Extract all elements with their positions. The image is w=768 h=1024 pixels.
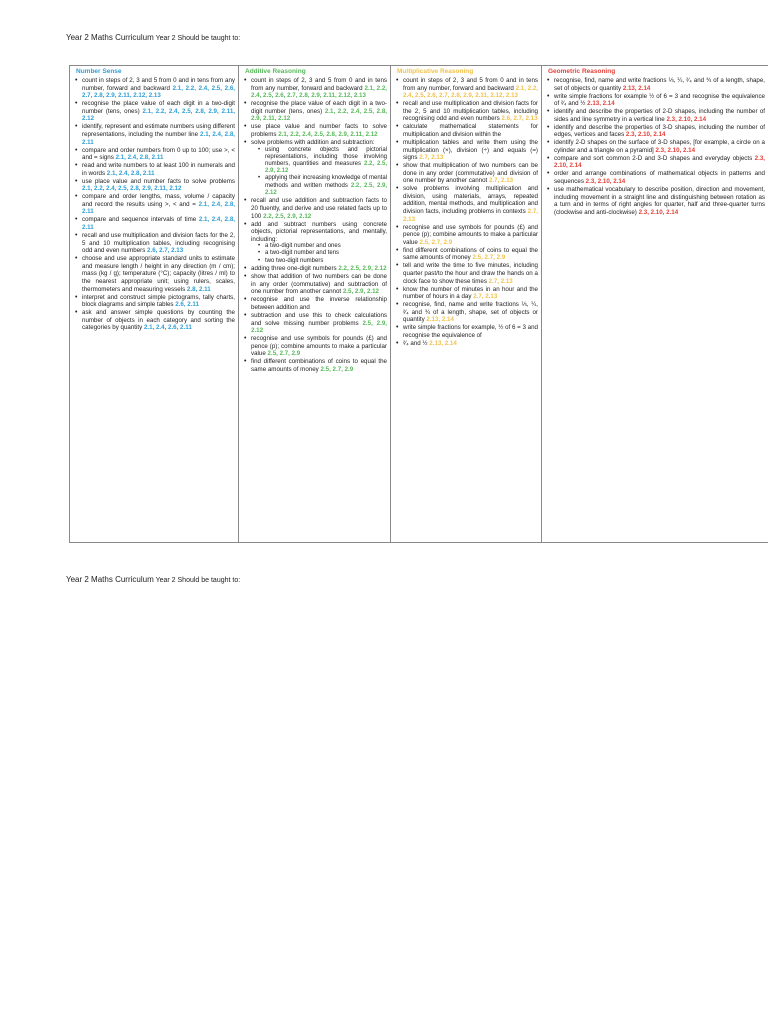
item-text: use place value and number facts to solve problems bbox=[82, 177, 235, 185]
objective-codes: 2.7, 2.13 bbox=[489, 177, 514, 185]
item-text: a two-digit number and ones bbox=[265, 243, 341, 250]
item-text: write simple fractions for example, ½ of 6 = 3 and recognise the equivalence of bbox=[403, 324, 538, 339]
column-title: Additive Reasoning bbox=[245, 68, 306, 75]
list-item bbox=[395, 224, 538, 247]
item-text: choose and use appropriate standard units to estimate and measure length / height in any direction (m / cm); mass (kg / g); temperature (°C); capacity (litres / ml) to the nearest appropriate unit; using rulers, scales, thermometers and measuring vessels bbox=[82, 255, 235, 293]
list-item bbox=[243, 221, 387, 265]
item-text: adding three one-digit numbers bbox=[251, 265, 337, 273]
item-text: know the number of minutes in an hour and the number of hours in a day bbox=[403, 285, 538, 301]
objective-codes: 2.2, 2.5, 2.9, 2.12 bbox=[338, 265, 387, 273]
item-text: recognise, find, name and write fractions ⅓, ¼, ²⁄₄ and ¾ of a length, shape, set of objects or quantity bbox=[403, 301, 538, 324]
list-item bbox=[395, 162, 538, 185]
item-text: find different combinations of coins to equal the same amounts of money bbox=[251, 358, 387, 373]
objective-codes: 2.1, 2.2, 2.4, 2.5, 2.8, 2.9, 2.11, 2.12 bbox=[278, 130, 378, 138]
list-item bbox=[74, 216, 235, 231]
objective-codes: 2.1, 2.2, 2.4, 2.5, 2.6, 2.7, 2.8, 2.9, 2.11, 2.12, 2.13 bbox=[403, 84, 538, 100]
item-text: recognise and use the inverse relationship between addition and bbox=[251, 296, 387, 312]
list-item bbox=[395, 139, 538, 162]
list-item bbox=[395, 324, 538, 339]
objective-codes: 2.7, 2.13 bbox=[403, 208, 538, 223]
list-item bbox=[546, 170, 765, 185]
objective-codes: 2.8, 2.11 bbox=[186, 285, 211, 293]
list-item bbox=[546, 186, 765, 216]
objective-codes: 2.6, 2.7, 2.13 bbox=[147, 247, 184, 255]
objective-codes: 2.1, 2.4, 2.8, 2.11 bbox=[106, 169, 155, 177]
item-text: write simple fractions for example ½ of 6 = 3 and recognise the equivalence of ²⁄₄ and ½ bbox=[554, 92, 765, 108]
objective-codes: 2.1, 2.2, 2.4, 2.5, 2.8, 2.9, 2.11, 2.12 bbox=[82, 107, 235, 123]
objective-codes: 2.3, 2.10, 2.14 bbox=[666, 115, 707, 123]
page-header-repeat bbox=[66, 575, 240, 584]
objective-codes: 2.5, 2.7, 2.9 bbox=[320, 365, 354, 373]
objective-codes: 2.5, 2.7, 2.9 bbox=[472, 254, 506, 262]
item-text: compare and order numbers from 0 up to 100; use >, < and = signs bbox=[82, 146, 235, 162]
objective-codes: 2.5, 2.7, 2.9 bbox=[419, 238, 453, 246]
item-text: interpret and construct simple pictograms, tally charts, block diagrams and simple tables bbox=[82, 293, 235, 309]
list-item bbox=[243, 100, 387, 123]
objective-codes: 2.6, 2.7, 2.13 bbox=[501, 115, 538, 123]
list-item bbox=[546, 155, 765, 170]
objective-codes: 2.1, 2.2, 2.4, 2.5, 2.8, 2.9, 2.11, 2.12 bbox=[82, 185, 182, 193]
list-item bbox=[257, 250, 387, 257]
list-item bbox=[74, 255, 235, 293]
objective-codes: 2.1, 2.2, 2.4, 2.5, 2.6, 2.7, 2.8, 2.9, 2.11, 2.12, 2.13 bbox=[82, 84, 235, 100]
objective-codes: 2.5, 2.7, 2.9 bbox=[267, 350, 301, 358]
column-title: Number Sense bbox=[76, 68, 122, 75]
list-item bbox=[546, 93, 765, 108]
curriculum-table bbox=[69, 65, 768, 543]
list-item bbox=[395, 340, 538, 348]
objective-codes: 2.7, 2.13 bbox=[473, 293, 498, 301]
item-list bbox=[243, 77, 387, 374]
item-text: applying their increasing knowledge of mental methods and written methods bbox=[265, 175, 387, 189]
item-text: order and arrange combinations of mathematical objects in patterns and sequences bbox=[554, 170, 765, 186]
item-text: identify 2-D shapes on the surface of 3-D shapes, [for example, a circle on a cylinder and a triangle on a pyramid] bbox=[554, 139, 765, 154]
list-item bbox=[243, 77, 387, 100]
item-text: tell and write the time to five minutes, including quarter past/to the hour and draw the hands on a clock face to show these times bbox=[403, 262, 538, 285]
list-item bbox=[395, 77, 538, 100]
objective-codes: 2.1, 2.4, 2.8, 2.11 bbox=[82, 216, 235, 232]
list-item bbox=[74, 193, 235, 216]
item-text: solve problems with addition and subtraction: bbox=[251, 138, 375, 146]
item-text: recall and use addition and subtraction facts to 20 fluently, and derive and use related facts up to 100 bbox=[251, 197, 387, 220]
list-item bbox=[395, 123, 538, 138]
list-item bbox=[243, 265, 387, 273]
sub-list bbox=[251, 147, 387, 197]
item-text: recall and use multiplication and division facts for the 2, 5 and 10 multiplication tables, including recognising odd and even numbers bbox=[403, 100, 538, 123]
list-item bbox=[243, 197, 387, 220]
sub-list bbox=[251, 243, 387, 265]
item-text: compare and order lengths, mass, volume / capacity and record the results using >, < and = bbox=[82, 193, 235, 208]
list-item bbox=[546, 108, 765, 123]
item-text: read and write numbers to at least 100 in numerals and in words bbox=[82, 162, 235, 177]
page-title: Year 2 Maths Curriculum bbox=[66, 33, 154, 42]
item-text: use place value and number facts to solve problems bbox=[251, 123, 387, 138]
list-item bbox=[395, 247, 538, 262]
item-text: show that addition of two numbers can be done in any order (commutative) and subtraction of one number from another cannot bbox=[251, 273, 387, 296]
objective-codes: 2.2, 2.5, 2.9, 2.12 bbox=[263, 212, 312, 220]
list-item bbox=[395, 286, 538, 301]
objective-codes: 2.1, 2.4, 2.8, 2.11 bbox=[82, 200, 235, 216]
list-item bbox=[74, 309, 235, 332]
list-item bbox=[74, 100, 235, 123]
list-item bbox=[74, 123, 235, 146]
list-item bbox=[546, 77, 765, 92]
column-title: Geometric Reasoning bbox=[548, 68, 616, 75]
list-item bbox=[257, 175, 387, 197]
item-text: using concrete objects and pictorial representations, including those involving numbers, quantities and measures bbox=[265, 146, 387, 167]
item-text: use mathematical vocabulary to describe position, direction and movement, including movement in a straight line and distinguishing between rotation as a turn and in terms of right angles for quarter, half and three-quarter turns (clockwise and anti-clockwise) bbox=[554, 186, 765, 216]
list-item bbox=[395, 185, 538, 223]
objective-codes: 2.3, 2.10, 2.14 bbox=[625, 131, 666, 139]
list-item bbox=[395, 100, 538, 123]
objective-codes: 2.13, 2.14 bbox=[587, 100, 615, 108]
objective-codes: 2.7, 2.13 bbox=[419, 154, 444, 162]
objective-codes: 2.13, 2.14 bbox=[426, 316, 454, 324]
list-item bbox=[243, 335, 387, 358]
list-item bbox=[74, 178, 235, 193]
item-text: recall and use multiplication and division facts for the 2, 5 and 10 multiplication tables, including recognising odd and even numbers bbox=[82, 232, 235, 255]
item-list bbox=[74, 77, 235, 332]
item-text: recognise the place value of each digit in a two-digit number (tens, ones) bbox=[82, 100, 235, 115]
page-title: Year 2 Maths Curriculum bbox=[66, 575, 154, 584]
item-text: compare and sequence intervals of time bbox=[82, 216, 197, 224]
column-title: Multiplicative Reasoning bbox=[397, 68, 474, 75]
objective-codes: 2.3, 2.10, 2.14 bbox=[638, 208, 679, 216]
item-text: show that multiplication of two numbers can be done in any order (commutative) and division of one number by another cannot bbox=[403, 162, 538, 185]
objective-codes: 2.5, 2.9, 2.12 bbox=[251, 319, 387, 335]
list-item bbox=[257, 147, 387, 176]
list-item bbox=[546, 139, 765, 154]
item-text: subtraction and use this to check calculations and solve missing number problems bbox=[251, 312, 387, 327]
column-additive-reasoning bbox=[239, 66, 391, 542]
list-item bbox=[243, 139, 387, 197]
list-item bbox=[74, 147, 235, 162]
list-item bbox=[243, 358, 387, 373]
objective-codes: 2.1, 2.4, 2.6, 2.11 bbox=[143, 324, 192, 332]
objective-codes: 2.1, 2.4, 2.8, 2.11 bbox=[82, 130, 235, 146]
list-item bbox=[74, 294, 235, 309]
item-text: calculate mathematical statements for multiplication and division within the bbox=[403, 123, 538, 138]
column-number-sense bbox=[70, 66, 239, 542]
column-multiplicative-reasoning bbox=[391, 66, 542, 542]
objective-codes: 2.2, 2.5, 2.9, 2.12 bbox=[265, 160, 387, 175]
objective-codes: 2.7, 2.13 bbox=[488, 277, 513, 285]
item-text: find different combinations of coins to equal the same amounts of money bbox=[403, 246, 538, 262]
page-header bbox=[66, 33, 240, 42]
objective-codes: 2.1, 2.2, 2.4, 2.5, 2.8, 2.9, 2.11, 2.12 bbox=[251, 107, 387, 123]
item-text: ask and answer simple questions by counting the number of objects in each category and sorting the categories by quantity bbox=[82, 309, 235, 332]
item-text: identify, represent and estimate numbers using different representations, including the number line bbox=[82, 123, 235, 138]
page-subtitle: Year 2 Should be taught to: bbox=[155, 35, 241, 42]
objective-codes: 2.3, 2.10, 2.14 bbox=[554, 154, 765, 170]
list-item bbox=[257, 243, 387, 250]
objective-codes: 2.3, 2.10, 2.14 bbox=[585, 178, 626, 186]
item-text: ²⁄₄ and ½ bbox=[403, 339, 428, 347]
objective-codes: 2.13, 2.14 bbox=[622, 84, 651, 92]
item-text: two two-digit numbers bbox=[265, 257, 324, 264]
list-item bbox=[74, 162, 235, 177]
list-item bbox=[546, 124, 765, 139]
objective-codes: 2.6, 2.11 bbox=[175, 301, 199, 309]
item-text: recognise the place value of each digit in a two-digit number (tens, ones) bbox=[251, 100, 387, 115]
item-text: recognise and use symbols for pounds (£) and pence (p); combine amounts to make a particular value bbox=[251, 335, 387, 358]
item-text: identify and describe the properties of 2-D shapes, including the number of sides and line symmetry in a vertical line bbox=[554, 108, 765, 123]
page-subtitle: Year 2 Should be taught to: bbox=[155, 577, 241, 584]
item-text: compare and sort common 2-D and 3-D shapes and everyday objects bbox=[554, 154, 753, 162]
list-item bbox=[243, 273, 387, 296]
list-item bbox=[74, 77, 235, 100]
item-text: count in steps of 2, 3 and 5 from 0 and in tens from any number, forward and backward bbox=[251, 77, 387, 92]
item-text: count in steps of 2, 3 and 5 from 0 and in tens from any number, forward and backward bbox=[82, 77, 235, 92]
list-item bbox=[243, 123, 387, 138]
item-text: multiplication tables and write them using the multiplication (×), division (÷) and equals (=) signs bbox=[403, 138, 538, 162]
list-item bbox=[257, 258, 387, 265]
item-text: recognise and use symbols for pounds (£) and pence (p); combine amounts to make a particular value bbox=[403, 223, 538, 246]
item-text: add and subtract numbers using concrete objects, pictorial representations, and mentally, including: bbox=[251, 220, 387, 243]
item-list bbox=[546, 77, 765, 216]
objective-codes: 2.2, 2.5, 2.9, 2.12 bbox=[265, 182, 387, 196]
item-text: a two-digit number and tens bbox=[265, 250, 340, 257]
item-list bbox=[395, 77, 538, 347]
objective-codes: 2.13, 2.14 bbox=[429, 339, 457, 347]
objective-codes: 2.1, 2.2, 2.4, 2.5, 2.6, 2.7, 2.8, 2.9, 2.11, 2.12, 2.13 bbox=[251, 84, 387, 100]
item-text: identify and describe the properties of 3-D shapes, including the number of edges, vertices and faces bbox=[554, 123, 765, 139]
list-item bbox=[243, 296, 387, 311]
objective-codes: 2.5, 2.9, 2.12 bbox=[342, 288, 379, 296]
item-text: count in steps of 2, 3 and 5 from 0 and in tens from any number, forward and backward bbox=[403, 77, 538, 92]
item-text: solve problems involving multiplication and division, using materials, arrays, repeated addition, mental methods, and multiplication and division facts, including problems in contexts bbox=[403, 185, 538, 216]
list-item bbox=[243, 312, 387, 335]
item-text: recognise, find, name and write fractions ⅓, ¼, ²⁄₄ and ¾ of a length, shape, set of objects or quantity bbox=[554, 77, 765, 92]
objective-codes: 2.3, 2.10, 2.14 bbox=[655, 146, 696, 154]
column-geometric-reasoning bbox=[542, 66, 768, 542]
list-item bbox=[74, 232, 235, 255]
list-item bbox=[395, 301, 538, 324]
objective-codes: 2.1, 2.4, 2.8, 2.11 bbox=[115, 154, 164, 162]
list-item bbox=[395, 262, 538, 285]
